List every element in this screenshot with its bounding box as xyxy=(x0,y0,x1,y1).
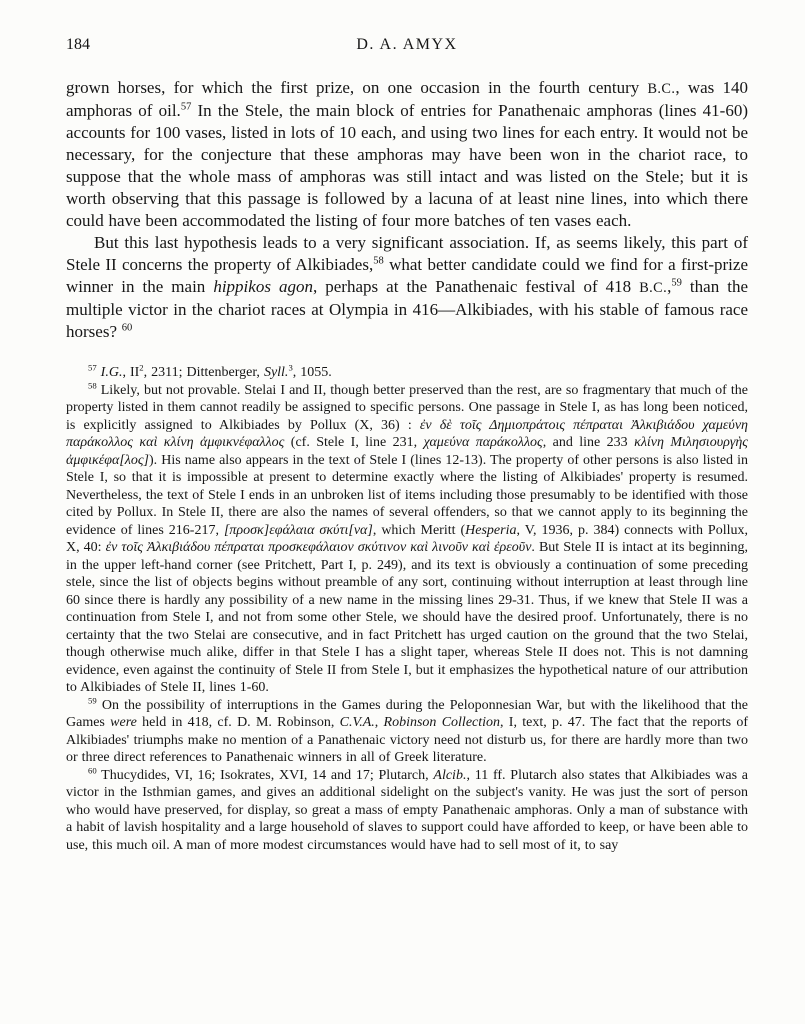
text-run: , was 140 amphoras of oil. xyxy=(66,78,748,120)
text-run: ἐν δὲ τοῖς Δημιοπράτοις πέπραται Ἀλκιβιάδου χαμεύνη παράκολλος καὶ κλίνη ἀμφικνέφαλλος xyxy=(66,417,748,450)
text-run: hippikos agon xyxy=(213,277,313,296)
text-run: Hesperia xyxy=(465,522,517,538)
text-run: , which Meritt ( xyxy=(372,522,466,538)
text-run: κλίνη Μιλησιουργὴς ἀμφικέφα[λος] xyxy=(66,435,748,468)
text-run: C.V.A. xyxy=(339,715,375,730)
footnotes-block xyxy=(66,364,748,854)
text-run: But this last hypothesis leads to a very significant association. If, as seems likely, this part of Stele II concerns the property of Alkibiades, xyxy=(66,233,748,274)
text-run: Likely, but not provable. Stelai I and II, though better preserved than the rest, are so fragmentary that much of the property listed in them cannot readily be assigned to specific persons. One passage in Stele I, as has long been noticed, is explicitly assigned to Alkibiades by Pollux (X, 36) : xyxy=(66,382,748,433)
text-run: [προσκ]εφάλαια σκύτι[να] xyxy=(223,522,373,538)
main-text-block xyxy=(66,77,748,343)
text-run: held in 418, cf. D. M. Robinson, xyxy=(136,715,340,730)
text-run: , 2311; Dittenberger, xyxy=(143,365,264,380)
footnote-marker: 60 xyxy=(121,322,133,334)
footnote-60 xyxy=(66,764,748,855)
footnote-59 xyxy=(66,694,748,767)
text-run: , 1055. xyxy=(292,365,332,380)
text-run: , perhaps at the Panathenaic festival of 418 xyxy=(312,277,640,296)
footnote-marker: 58 xyxy=(373,255,384,267)
text-run: (cf. Stele I, line 231, xyxy=(284,435,424,450)
footnote-marker: 2 xyxy=(139,362,144,373)
text-run: I.G. xyxy=(100,365,123,380)
running-header-author: D. A. AMYX xyxy=(356,36,458,53)
footnote-marker: 59 xyxy=(88,694,97,705)
footnote-marker: 60 xyxy=(88,764,97,775)
body-paragraph-2 xyxy=(66,232,748,343)
text-run: , 11 ff. Plutarch also states that Alkibiades was a victor in the Isthmian games, and gives an additional sidelight on the subject's vanity. He was just the sort of person who would have preserved, for display, so great a mass of empty Panathenaic amphoras. Only a man of substance with a habit of lavish hospitality and a large household of slaves to support could have afforded to keep, or have been able to use, this much oil. A man of more modest circumstances would have had to sell most of it, to say xyxy=(66,767,748,853)
text-run: , xyxy=(374,715,384,730)
footnote-57 xyxy=(66,364,748,382)
text-run: Thucydides, VI, 16; Isokrates, XVI, 14 and 17; Plutarch, xyxy=(96,767,434,783)
text-run: , xyxy=(667,277,672,296)
text-run: , V, 1936, p. 384) connects with Pollux, X, 40: xyxy=(66,522,748,555)
body-paragraph-1 xyxy=(66,77,748,232)
text-run: Syll. xyxy=(263,365,289,380)
text-run: In the Stele, the main block of entries for Panathenaic amphoras (lines 41-60) accounts for 100 vases, listed in lots of 10 each, and using two lines for each entry. It would not be necessary, for the conjecture that these amphoras may have been won in the chariot race, to suppose that the whole mass of amphoras was still intact and was listed on the Stele; but it is worth observing that this passage is followed by a lacuna of at least nine lines, into which there could have been accommodated the listing of four more batches of ten vases each. xyxy=(66,101,748,230)
text-run: ). His name also appears in the text of Stele I (lines 12-13). The property of other persons is also listed in Stele I, so that it is impossible at present to determine exactly where the listing of Alkibiades' property is resumed. Nevertheless, the text of Stele I ends in an unbroken list of items including those presumably to be identified with those cited by Pollux. In Stele II, there are also the names of several offenders, so that we cannot apply to its beginning the evidence of lines 216-217, xyxy=(66,452,748,538)
text-run: B.C. xyxy=(639,280,668,296)
text-run: Alcib. xyxy=(433,767,467,783)
footnote-marker: 57 xyxy=(88,362,97,373)
text-run: . But Stele II is intact at its beginning, in the upper left-hand corner (see Pritchett, Part I, p. 249), and its text is obviously a continuation of some preceding stele, since the list of objects begins without preamble of any sort, continuing without interruption at least through line 60 since there is hardly any possibility of a new name in the missing lines 29-31. Thus, if we knew that Stele II was a continuation from Stele I, and not from some other Stele, we should have the desired proof. Unfortunately, there is no certainty that the two Stelai are consecutive, and in fact Pritchett has urged caution on the ground that the two Stelai, though otherwise much alike, differ in that Stele I has a slight taper, whereas Stele II does not. This is not damning evidence, even against the continuity of Stele II from Stele I, but it emphasizes the hypothetical nature of our attribution to Alkibiades of Stele II, lines 1-60. xyxy=(66,540,749,695)
text-run: grown horses, for which the first prize, on one occasion in the fourth century xyxy=(66,78,648,97)
text-run: , and line 233 xyxy=(542,435,635,450)
footnote-marker: 58 xyxy=(88,379,97,390)
text-run: ἐν τοῖς Ἀλκιβιάδου πέπραται προσκεφάλαιον σκύτινον καὶ λινοῦν καὶ ἐρεοῦν xyxy=(105,540,532,555)
running-head xyxy=(66,36,748,58)
text-run: On the possibility of interruptions in the Games during the Peloponnesian War, but with the likelihood that the Games xyxy=(66,697,748,730)
page-number: 184 xyxy=(66,36,90,53)
text-run: than the multiple victor in the chariot races at Olympia in 416—Alkibiades, with his stable of famous race horses? xyxy=(66,277,748,341)
text-run: , II xyxy=(122,365,140,380)
text-run: , I, text, p. 47. The fact that the reports of Alkibiades' triumphs make no mention of a Panathenaic victory need not disturb us, for there are hardly more than two or three direct references to Panathenaic winners in all of Greek literature. xyxy=(66,715,748,765)
text-run: B.C. xyxy=(647,81,676,97)
text-run: what better candidate could we find for a first-prize winner in the main xyxy=(66,255,748,296)
footnote-58 xyxy=(66,379,749,697)
text-run: Robinson Collection xyxy=(383,715,501,730)
text-run: χαμεύνα παράκολλος xyxy=(423,435,543,450)
footnote-marker: 3 xyxy=(288,362,293,373)
text-run: were xyxy=(110,715,137,730)
footnote-marker: 59 xyxy=(671,277,682,289)
footnote-marker: 57 xyxy=(180,101,192,113)
